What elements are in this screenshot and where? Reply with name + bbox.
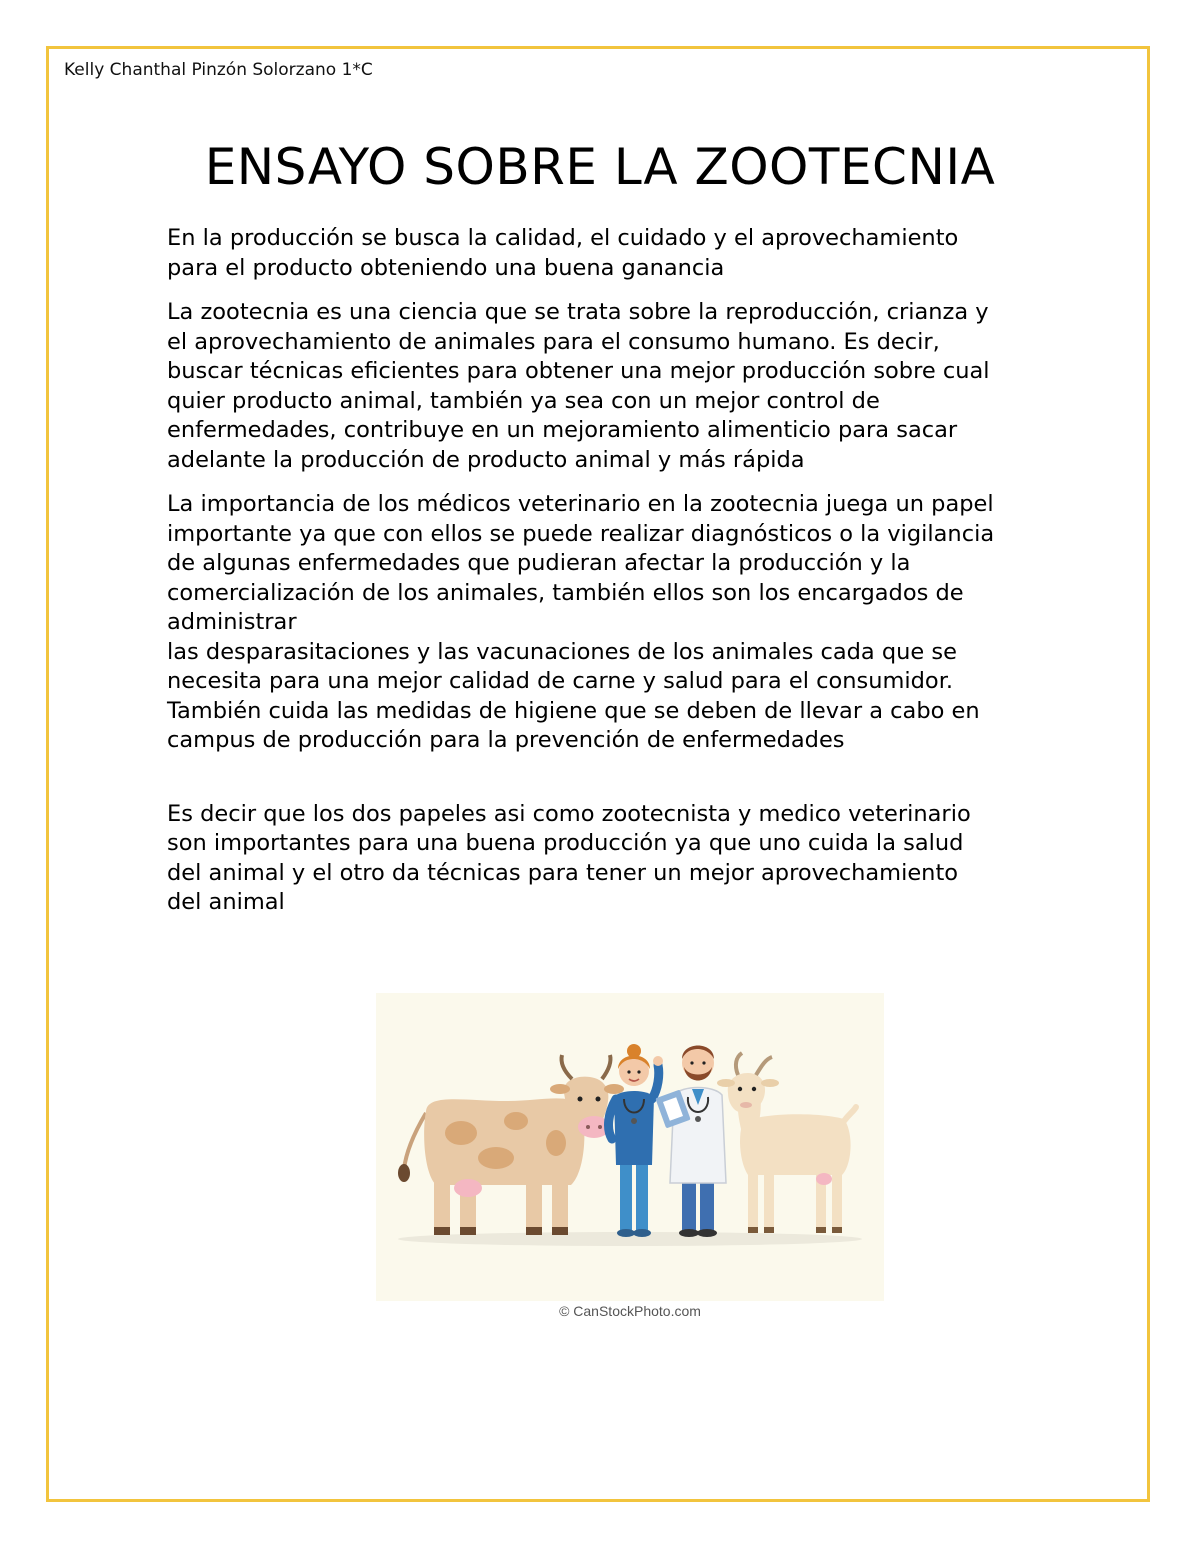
cow-figure [398,1055,624,1235]
paragraph-intro: En la producción se busca la calidad, el cuidado y el aprovechamiento para el producto obteniendo una buena ganancia [167,225,959,281]
vets-with-animals-illustration [376,993,884,1301]
female-vet-figure [609,1044,663,1237]
goat-figure [717,1053,856,1233]
male-vet-figure [655,1046,726,1238]
illustration-svg [376,993,884,1301]
paragraph-veterinarians: La importancia de los médicos veterinario en la zootecnia juega un papel importante ya que con ellos se puede realizar diagnósticos o la vigilancia de algunas enfermedades que pudieran afectar la producción y la comercialización de los animales, también ellos son los encargados de administrar las desparasitaciones y las vacunaciones de los animales cada que se necesita para una mejor calidad de carne y salud para el consumidor. También cuida las medidas de higiene que se deben de llevar a cabo en campus de producción para la prevención de enfermedades [167,491,995,753]
paragraph-definition: La zootecnia es una ciencia que se trata sobre la reproducción, crianza y el aprovechamiento de animales para el consumo humano. Es decir, buscar técnicas eficientes para obtener una mejor producción sobre cual quier producto animal, también ya sea con un mejor control de enfermedades, contribuye en un mejoramiento alimenticio para sacar adelante la producción de producto animal y más rápida [167,299,990,473]
author-header: Kelly Chanthal Pinzón Solorzano 1*C [64,60,373,80]
image-credit: © CanStockPhoto.com [559,1303,701,1319]
paragraph-conclusion: Es decir que los dos papeles asi como zootecnista y medico veterinario son importantes para una buena producción ya que uno cuida la salud del animal y el otro da técnicas para tener un mejor aprovechamiento del animal [167,800,971,915]
essay-body [167,224,1047,933]
page-title: ENSAYO SOBRE LA ZOOTECNIA [204,138,996,196]
